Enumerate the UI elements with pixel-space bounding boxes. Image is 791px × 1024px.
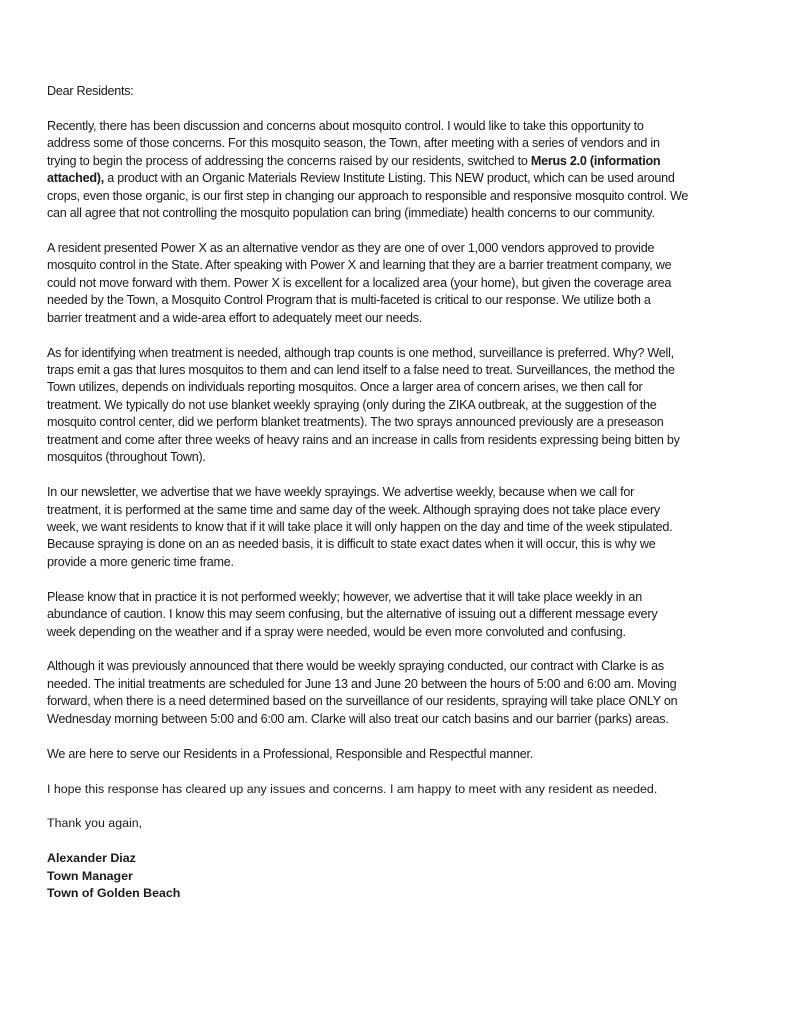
text-line xyxy=(47,693,747,710)
text-run: Although it was previously announced that there would be weekly spraying conducted, our contract with Clarke is as xyxy=(47,659,664,674)
bold-text: attached), xyxy=(47,171,104,186)
text-run: needed by the Town, a Mosquito Control Program that is multi-faceted is critical to our response. We utilize both a xyxy=(47,293,651,308)
text-run: treatment, it is performed at the same time and same day of the week. Although spraying does not take place every xyxy=(47,502,660,517)
text-run: I hope this response has cleared up any issues and concerns. I am happy to meet with any resident as needed. xyxy=(47,781,658,796)
text-line xyxy=(47,536,747,553)
salutation: Dear Residents: xyxy=(47,84,134,98)
text-run: Recently, there has been discussion and concerns about mosquito control. I would like to take this opportunity to xyxy=(47,118,644,133)
text-line xyxy=(47,781,747,798)
spacer xyxy=(47,641,747,658)
text-run: week depending on the weather and if a spray were needed, would be even more convoluted and confusing. xyxy=(47,624,626,639)
text-line xyxy=(47,135,747,152)
text-run: A resident presented Power X as an alternative vendor as they are one of over 1,000 vendors approved to provide xyxy=(47,240,655,255)
text-run: mosquito control center, did we perform blanket treatments). The two sprays announced previously are a preseason xyxy=(47,415,664,430)
text-line xyxy=(47,153,747,170)
text-run: week, we want residents to know that if it will take place it will only happen on the day and time of the week stipulated. xyxy=(47,519,673,534)
text-run: In our newsletter, we advertise that we have weekly sprayings. We advertise weekly, because when we call for xyxy=(47,485,635,500)
text-line xyxy=(47,711,747,728)
letter-page xyxy=(47,83,747,903)
text-line xyxy=(47,676,747,693)
text-run: Wednesday morning between 5:00 and 6:00 am. Clarke will also treat our catch basins and our barrier (parks) areas. xyxy=(47,711,669,726)
text-line xyxy=(47,240,747,257)
paragraph xyxy=(47,781,747,798)
spacer xyxy=(47,223,747,240)
text-run: can all agree that not controlling the mosquito population can bring (immediate) health concerns to our community. xyxy=(47,206,655,221)
text-run: barrier treatment and a wide-area effort to adequately meet our needs. xyxy=(47,310,423,325)
paragraph xyxy=(47,345,747,467)
text-line xyxy=(47,554,747,571)
text-run: forward, when there is a need determined based on the surveillance of our residents, spraying will take place ONLY on xyxy=(47,694,678,709)
text-run: provide a more generic time frame. xyxy=(47,554,234,569)
text-line xyxy=(47,345,747,362)
paragraph xyxy=(47,484,747,571)
text-run: a product with an Organic Materials Review Institute Listing. This NEW product, which can be used around xyxy=(103,171,675,186)
text-line xyxy=(47,292,747,309)
text-run: address some of those concerns. For this mosquito season, the Town, after meeting with a series of vendors and in xyxy=(47,136,660,151)
text-run: Because spraying is done on an as needed basis, it is difficult to state exact dates when it will occur, this is why we xyxy=(47,537,656,552)
text-line xyxy=(47,449,747,466)
text-line xyxy=(47,170,747,187)
paragraph xyxy=(47,589,747,641)
text-line xyxy=(47,257,747,274)
text-line xyxy=(47,310,747,327)
text-run: abundance of caution. I know this may seem confusing, but the alternative of issuing out a different message every xyxy=(47,607,658,622)
text-line xyxy=(47,414,747,431)
spacer xyxy=(47,763,747,780)
text-line xyxy=(47,746,747,763)
spacer xyxy=(47,728,747,745)
paragraph xyxy=(47,658,747,728)
paragraph xyxy=(47,240,747,327)
text-run: treatment and come after three weeks of heavy rains and an increase in calls from residents expressing being bitten by xyxy=(47,432,680,447)
text-run: Town utilizes, depends on individuals reporting mosquitos. Once a larger area of concern arises, we then call for xyxy=(47,380,643,395)
spacer xyxy=(47,467,747,484)
paragraph xyxy=(47,746,747,763)
text-run: trying to begin the process of addressing the concerns raised by our residents, switched to xyxy=(47,153,531,168)
signature-title: Town Manager xyxy=(47,868,133,883)
text-line xyxy=(47,118,747,135)
text-run: needed. The initial treatments are scheduled for June 13 and June 20 between the hours of 5:00 and 6:00 am. Moving xyxy=(47,676,677,691)
text-run: mosquitos (throughout Town). xyxy=(47,450,206,465)
spacer xyxy=(47,327,747,344)
text-line xyxy=(47,379,747,396)
text-line xyxy=(47,658,747,675)
text-line xyxy=(47,624,747,641)
text-run: We are here to serve our Residents in a Professional, Responsible and Respectful manner. xyxy=(47,746,533,761)
text-line xyxy=(47,205,747,222)
text-line xyxy=(47,519,747,536)
text-line xyxy=(47,188,747,205)
text-line xyxy=(47,397,747,414)
bold-text: Merus 2.0 (information xyxy=(530,153,661,168)
text-run: Please know that in practice it is not performed weekly; however, we advertise that it will take place weekly in an xyxy=(47,589,642,604)
text-run: crops, even those organic, is our first step in changing our approach to responsible and responsive mosquito control. We xyxy=(47,188,689,203)
text-line xyxy=(47,484,747,501)
text-run: treatment. We typically do not use blanket weekly spraying (only during the ZIKA outbreak, at the suggestion of the xyxy=(47,397,657,412)
paragraph xyxy=(47,118,747,223)
spacer xyxy=(47,100,747,117)
spacer xyxy=(47,833,747,850)
text-run: As for identifying when treatment is needed, although trap counts is one method, surveillance is preferred. Why? Well, xyxy=(47,345,674,360)
text-run: mosquito control in the State. After speaking with Power X and learning that they are a barrier treatment company, we xyxy=(47,258,672,273)
signature-name: Alexander Diaz xyxy=(47,851,136,866)
text-run: could not move forward with them. Power X is excellent for a localized area (your home), but given the coverage area xyxy=(47,275,672,290)
text-line xyxy=(47,606,747,623)
text-line xyxy=(47,589,747,606)
text-line xyxy=(47,502,747,519)
text-line xyxy=(47,275,747,292)
text-line xyxy=(47,432,747,449)
signature-organization: Town of Golden Beach xyxy=(47,886,181,901)
text-line xyxy=(47,362,747,379)
spacer xyxy=(47,798,747,815)
text-run: traps emit a gas that lures mosquitos to them and can lend itself to a false need to treat. Surveillances, the method the xyxy=(47,363,675,377)
closing: Thank you again, xyxy=(47,816,143,831)
spacer xyxy=(47,571,747,588)
letter-body xyxy=(47,118,747,816)
